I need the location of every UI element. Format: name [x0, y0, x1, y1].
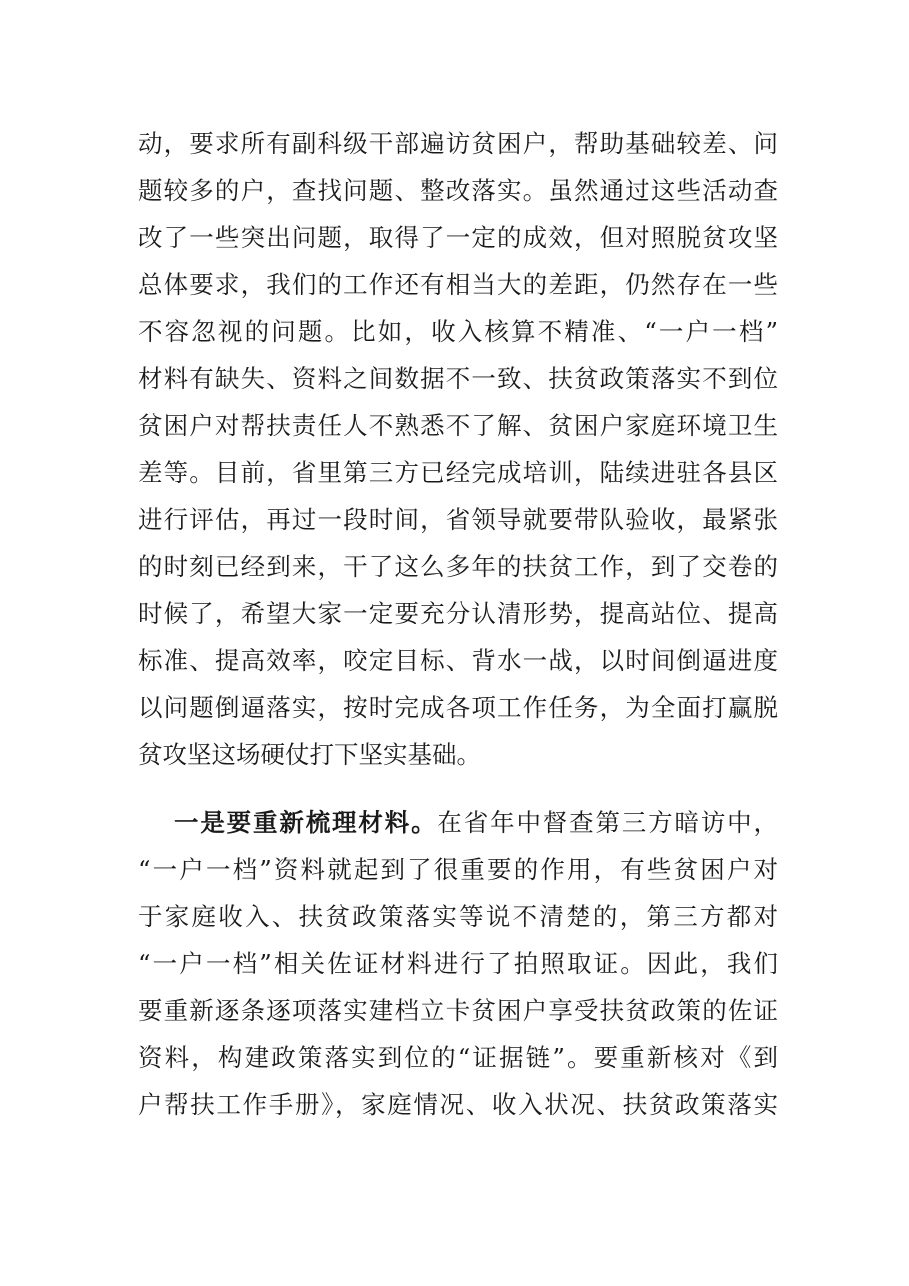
paragraph-2-line-4: “一户一档”相关佐证材料进行了拍照取证。因此，我们: [138, 949, 778, 978]
paragraph-1-line-14: 贫攻坚这场硬仗打下坚实基础。: [138, 740, 481, 769]
paragraph-2-line-2: “一户一档”资料就起到了很重要的作用，有些贫困户对: [138, 855, 778, 884]
paragraph-1-line-12: 标准、提高效率，咬定目标、背水一战，以时间倒逼进度: [138, 646, 778, 675]
paragraph-1-line-4: 总体要求，我们的工作还有相当大的差距，仍然存在一些: [138, 270, 778, 299]
paragraph-1-line-11: 时候了，希望大家一定要充分认清形势，提高站位、提高: [138, 599, 778, 628]
paragraph-1-line-6: 材料有缺失、资料之间数据不一致、扶贫政策落实不到位: [138, 364, 778, 393]
paragraph-2-line-1-text: 在省年中督查第三方暗访中，: [437, 808, 778, 837]
paragraph-2-line-3: 于家庭收入、扶贫政策落实等说不清楚的，第三方都对: [138, 902, 778, 931]
paragraph-1-line-8: 差等。目前，省里第三方已经完成培训，陆续进驻各县区: [138, 458, 778, 487]
paragraph-1-line-13: 以问题倒逼落实，按时完成各项工作任务，为全面打赢脱: [138, 693, 778, 722]
paragraph-2-line-7: 户帮扶工作手册》，家庭情况、收入状况、扶贫政策落实: [138, 1090, 778, 1119]
paragraph-1-line-3: 改了一些突出问题，取得了一定的成效，但对照脱贫攻坚: [138, 223, 778, 252]
paragraph-2-heading: 一是要重新梳理材料。: [174, 808, 438, 837]
paragraph-1-line-10: 的时刻已经到来，干了这么多年的扶贫工作，到了交卷的: [138, 552, 778, 581]
paragraph-2-line-1: [174, 801, 778, 845]
paragraph-1-line-9: 进行评估，再过一段时间，省领导就要带队验收，最紧张: [138, 505, 778, 534]
paragraph-1-line-1: 动，要求所有副科级干部遍访贫困户，帮助基础较差、问: [138, 129, 778, 158]
paragraph-1-line-7: 贫困户对帮扶责任人不熟悉不了解、贫困户家庭环境卫生: [138, 411, 778, 440]
paragraph-2-line-6: 资料，构建政策落实到位的“证据链”。要重新核对《到: [138, 1043, 778, 1072]
paragraph-2-line-5: 要重新逐条逐项落实建档立卡贫困户享受扶贫政策的佐证: [138, 996, 778, 1025]
paragraph-1-line-2: 题较多的户，查找问题、整改落实。虽然通过这些活动查: [138, 176, 778, 205]
paragraph-1-line-5: 不容忽视的问题。比如，收入核算不精准、“一户一档”: [138, 317, 778, 346]
